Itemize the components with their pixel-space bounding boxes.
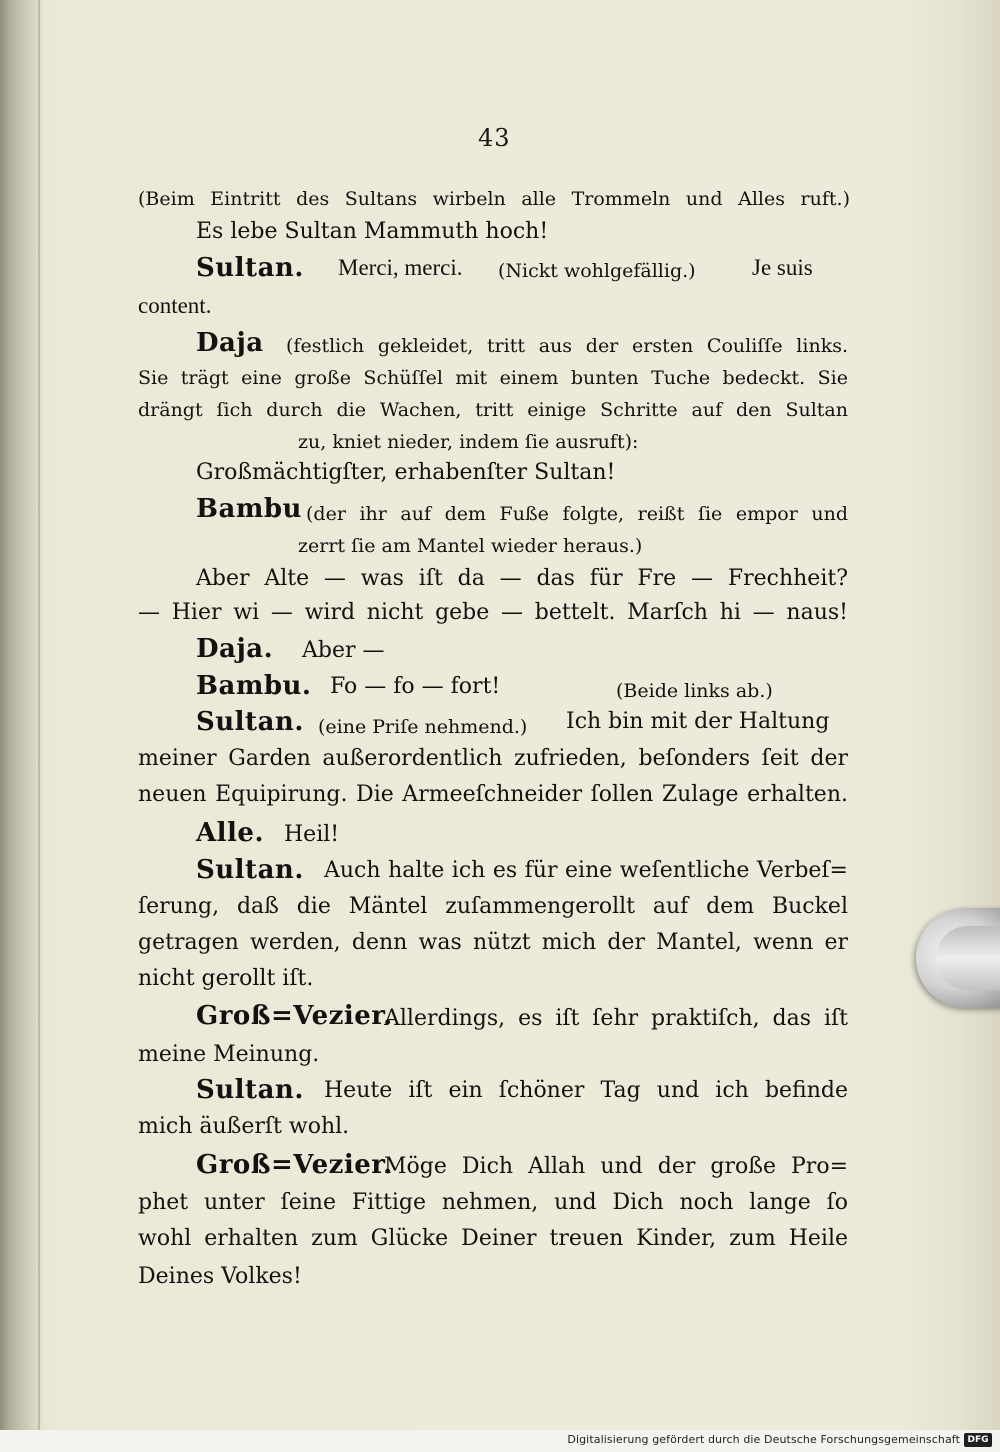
text-line: — Hier wi — wird nicht gebe — bettelt. Marſch hi — naus! (138, 600, 848, 625)
thumb-tab-highlight (936, 926, 1000, 990)
stage-direction: (Beide links ab.) (616, 680, 773, 702)
stage-direction: (Beim Eintritt des Sultans wirbeln alle Trommeln und Alles ruft.) (138, 188, 850, 210)
speaker-name: Sultan. (196, 707, 304, 737)
speaker-name: Sultan. (196, 855, 304, 885)
text-line: Aber — (302, 638, 385, 663)
stage-direction: (eine Priſe nehmend.) (318, 716, 528, 738)
text-line: getragen werden, denn was nützt mich der Mantel, wenn er (138, 930, 848, 955)
text-line: Fo — fo — fort! (330, 674, 501, 699)
text-line: meiner Garden außerordentlich zufrieden, beſonders ſeit der (138, 746, 848, 771)
text-line: wohl erhalten zum Glücke Deiner treuen Kinder, zum Heile (138, 1226, 848, 1251)
text-line: phet unter ſeine Fittige nehmen, und Dich noch lange ſo (138, 1190, 848, 1215)
speaker-name: Bambu. (196, 671, 312, 701)
text-line: Möge Dich Allah und der große Pro= (384, 1154, 848, 1179)
stage-direction: (der ihr auf dem Fuße folgte, reißt ſie empor und (306, 503, 848, 525)
speaker-name: Sultan. (196, 1075, 304, 1105)
speaker-name: Alle. (196, 818, 265, 848)
speaker-name: Daja (196, 328, 264, 358)
text-line: Ich bin mit der Haltung (566, 709, 830, 734)
stage-direction: drängt ſich durch die Wachen, tritt einige Schritte auf den Sultan (138, 399, 848, 421)
text-line: Heute iſt ein ſchöner Tag und ich befinde (324, 1078, 848, 1103)
page-fold-line (38, 0, 40, 1430)
speaker-name: Groß=Vezier. (196, 1150, 393, 1180)
text-line: ſerung, daß die Mäntel zuſammengerollt auf dem Buckel (138, 894, 848, 919)
text-line: Je suis (752, 255, 813, 280)
text-line: Großmächtigſter, erhabenſter Sultan! (196, 460, 616, 485)
speaker-name: Daja. (196, 634, 274, 664)
stage-direction: zerrt ſie am Mantel wieder heraus.) (298, 535, 643, 557)
stage-direction: Sie trägt eine große Schüſſel mit einem bunten Tuche bedeckt. Sie (138, 367, 848, 389)
text-line: content. (138, 293, 212, 318)
stage-direction: zu, kniet nieder, indem ſie ausruft): (298, 431, 639, 453)
dfg-logo: DFG (964, 1433, 992, 1447)
text-line: Auch halte ich es für eine weſentliche Verbeſ= (324, 858, 848, 883)
text-line: Es lebe Sultan Mammuth hoch! (196, 219, 549, 244)
stage-direction: (Nickt wohlgefällig.) (498, 260, 696, 282)
text-line: meine Meinung. (138, 1042, 320, 1067)
text-line: mich äußerſt wohl. (138, 1114, 350, 1139)
page-number: 43 (478, 124, 511, 152)
text-line: Deines Volkes! (138, 1264, 302, 1289)
footer-credit: Digitalisierung gefördert durch die Deutsche Forschungsgemeinschaft (567, 1433, 960, 1446)
text-line: Aber Alte — was iſt da — das für Fre — Frechheit? (196, 566, 848, 591)
text-line: nicht gerollt iſt. (138, 966, 314, 991)
speaker-name: Groß=Vezier. (196, 1001, 393, 1031)
text-line: Merci, merci. (338, 255, 463, 280)
text-line: Heil! (284, 822, 340, 847)
speaker-name: Sultan. (196, 253, 304, 283)
speaker-name: Bambu (196, 494, 302, 524)
text-line: neuen Equipirung. Die Armeeſchneider ſollen Zulage erhalten. (138, 782, 848, 807)
stage-direction: (festlich gekleidet, tritt aus der ersten Couliſſe links. (286, 335, 848, 357)
text-line: Allerdings, es iſt ſehr praktiſch, das iſt (384, 1006, 848, 1031)
